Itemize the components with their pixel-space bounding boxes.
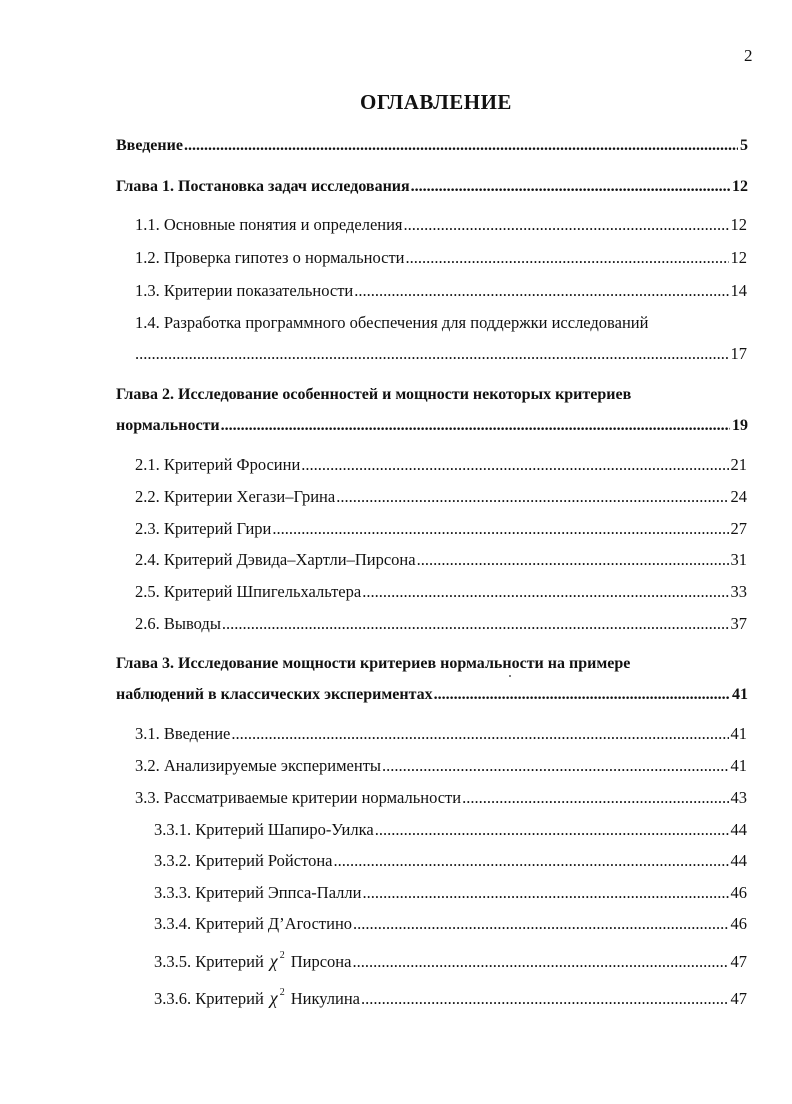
toc-entry-3-3-3[interactable] (154, 883, 747, 903)
toc-entry-page: 46 (730, 914, 747, 933)
toc-entry-chapter-3-label[interactable]: Глава 3. Исследование мощности критериев нормальности на примере (116, 655, 631, 672)
toc-entry-1-2[interactable] (135, 248, 747, 268)
toc-entry-label: наблюдений в классических экспериментах (116, 686, 433, 703)
toc-leader (361, 989, 729, 1009)
toc-entry-2-5[interactable] (135, 582, 747, 602)
toc-entry-page: 47 (730, 989, 747, 1008)
toc-entry-page: 31 (730, 550, 747, 569)
toc-entry-page: 17 (730, 344, 747, 363)
toc-entry-page: 43 (730, 788, 747, 807)
toc-leader (382, 756, 728, 776)
toc-entry-chapter-1[interactable] (116, 177, 748, 197)
toc-entry-label: 2.6. Выводы (135, 614, 221, 633)
toc-entry-1-1[interactable] (135, 215, 747, 235)
toc-leader (231, 724, 728, 744)
toc-entry-2-3[interactable] (135, 519, 747, 539)
toc-entry-page: 27 (730, 519, 747, 538)
page-title: ОГЛАВЛЕНИЕ (360, 90, 512, 114)
toc-entry-page: 21 (730, 455, 747, 474)
toc-entry-3-3[interactable] (135, 788, 747, 808)
toc-entry-page: 5 (740, 137, 748, 154)
toc-leader (333, 851, 728, 871)
toc-entry-label: 2.1. Критерий Фросини (135, 455, 301, 474)
page-number: 2 (744, 46, 753, 65)
toc-leader (405, 248, 728, 268)
toc-entry-label: 1.1. Основные понятия и определения (135, 215, 403, 234)
toc-entry-label: 3.3.2. Критерий Ройстона (154, 851, 333, 870)
toc-entry-label: 2.2. Критерии Хегази–Грина (135, 487, 336, 506)
toc-entry-3-3-6[interactable] (154, 985, 747, 1009)
toc-entry-label: 1.2. Проверка гипотез о нормальности (135, 248, 405, 267)
toc-entry-3-1[interactable] (135, 724, 747, 744)
toc-leader (411, 177, 730, 197)
toc-entry-page: 41 (730, 756, 747, 775)
toc-leader (222, 614, 729, 634)
toc-entry-page: 44 (730, 851, 747, 870)
toc-entry-page: 19 (732, 417, 748, 434)
toc-entry-label-suffix: Никулина (290, 989, 360, 1008)
toc-entry-label: 3.3.3. Критерий Эппса-Палли (154, 883, 362, 902)
toc-entry-page: 47 (730, 952, 747, 971)
toc-entry-page: 37 (730, 614, 747, 633)
toc-entry-3-3-2[interactable] (154, 851, 747, 871)
toc-entry-page: 12 (730, 248, 747, 267)
chi-symbol (270, 948, 285, 971)
chi-letter: χ (269, 988, 278, 1008)
toc-entry-3-2[interactable] (135, 756, 747, 776)
toc-entry-page: 44 (730, 820, 747, 839)
chi-letter: χ (269, 951, 278, 971)
toc-entry-1-4-label[interactable]: 1.4. Разработка программного обеспечения для поддержки исследований (135, 313, 649, 332)
toc-entry-label-suffix: Пирсона (290, 952, 352, 971)
toc-entry-chapter-3[interactable] (116, 685, 748, 705)
toc-entry-page: 12 (732, 178, 748, 195)
toc-leader (221, 416, 730, 436)
toc-entry-chapter-2[interactable] (116, 416, 748, 436)
toc-entry-2-6[interactable] (135, 614, 747, 634)
toc-entry-label: 2.5. Критерий Шпигельхальтера (135, 582, 362, 601)
toc-entry-intro[interactable] (116, 136, 748, 156)
toc-entry-3-3-4[interactable] (154, 914, 747, 934)
chi-superscript: 2 (279, 950, 285, 961)
toc-entry-label-prefix: 3.3.5. Критерий (154, 952, 264, 971)
toc-leader (404, 215, 729, 235)
toc-entry-label: 1.3. Критерии показательности (135, 281, 354, 300)
toc-entry-2-1[interactable] (135, 455, 747, 475)
toc-entry-label: Введение (116, 137, 183, 154)
toc-leader (184, 136, 738, 156)
chi-symbol (270, 985, 285, 1008)
toc-leader (135, 344, 729, 364)
chi-superscript: 2 (279, 987, 285, 998)
toc-entry-2-4[interactable] (135, 550, 747, 570)
toc-entry-1-4[interactable] (135, 344, 747, 364)
toc-leader (272, 519, 728, 539)
toc-entry-label: Глава 1. Постановка задач исследования (116, 178, 410, 195)
toc-entry-label: нормальности (116, 417, 220, 434)
toc-leader (354, 281, 728, 301)
toc-leader (462, 788, 728, 808)
toc-leader (434, 685, 730, 705)
toc-leader (362, 883, 728, 903)
toc-entry-label: 3.3.4. Критерий Д’Агостино (154, 914, 353, 933)
toc-leader (362, 582, 728, 602)
toc-leader (375, 820, 729, 840)
toc-entry-page: 14 (730, 281, 747, 300)
toc-entry-page: 41 (730, 724, 747, 743)
toc-entry-page: 46 (730, 883, 747, 902)
toc-leader (336, 487, 728, 507)
toc-leader (352, 952, 728, 972)
toc-entry-label: 3.1. Введение (135, 724, 231, 743)
toc-entry-label: 3.3. Рассматриваемые критерии нормальности (135, 788, 462, 807)
toc-entry-label: 2.3. Критерий Гири (135, 519, 272, 538)
toc-entry-3-3-1[interactable] (154, 820, 747, 840)
toc-leader (353, 914, 728, 934)
toc-entry-2-2[interactable] (135, 487, 747, 507)
toc-entry-page: 41 (732, 686, 748, 703)
toc-entry-label: 3.3.1. Критерий Шапиро-Уилка (154, 820, 374, 839)
toc-entry-page: 33 (730, 582, 747, 601)
toc-entry-label: 2.4. Критерий Дэвида–Хартли–Пирсона (135, 550, 416, 569)
scan-speck (509, 675, 511, 677)
toc-entry-1-3[interactable] (135, 281, 747, 301)
toc-entry-label-prefix: 3.3.6. Критерий (154, 989, 264, 1008)
toc-entry-chapter-2-label[interactable]: Глава 2. Исследование особенностей и мощности некоторых критериев (116, 386, 632, 403)
toc-leader (301, 455, 728, 475)
toc-entry-label: 3.2. Анализируемые эксперименты (135, 756, 382, 775)
toc-leader (417, 550, 729, 570)
toc-entry-3-3-5[interactable] (154, 948, 747, 972)
toc-entry-page: 12 (730, 215, 747, 234)
toc-entry-page: 24 (730, 487, 747, 506)
